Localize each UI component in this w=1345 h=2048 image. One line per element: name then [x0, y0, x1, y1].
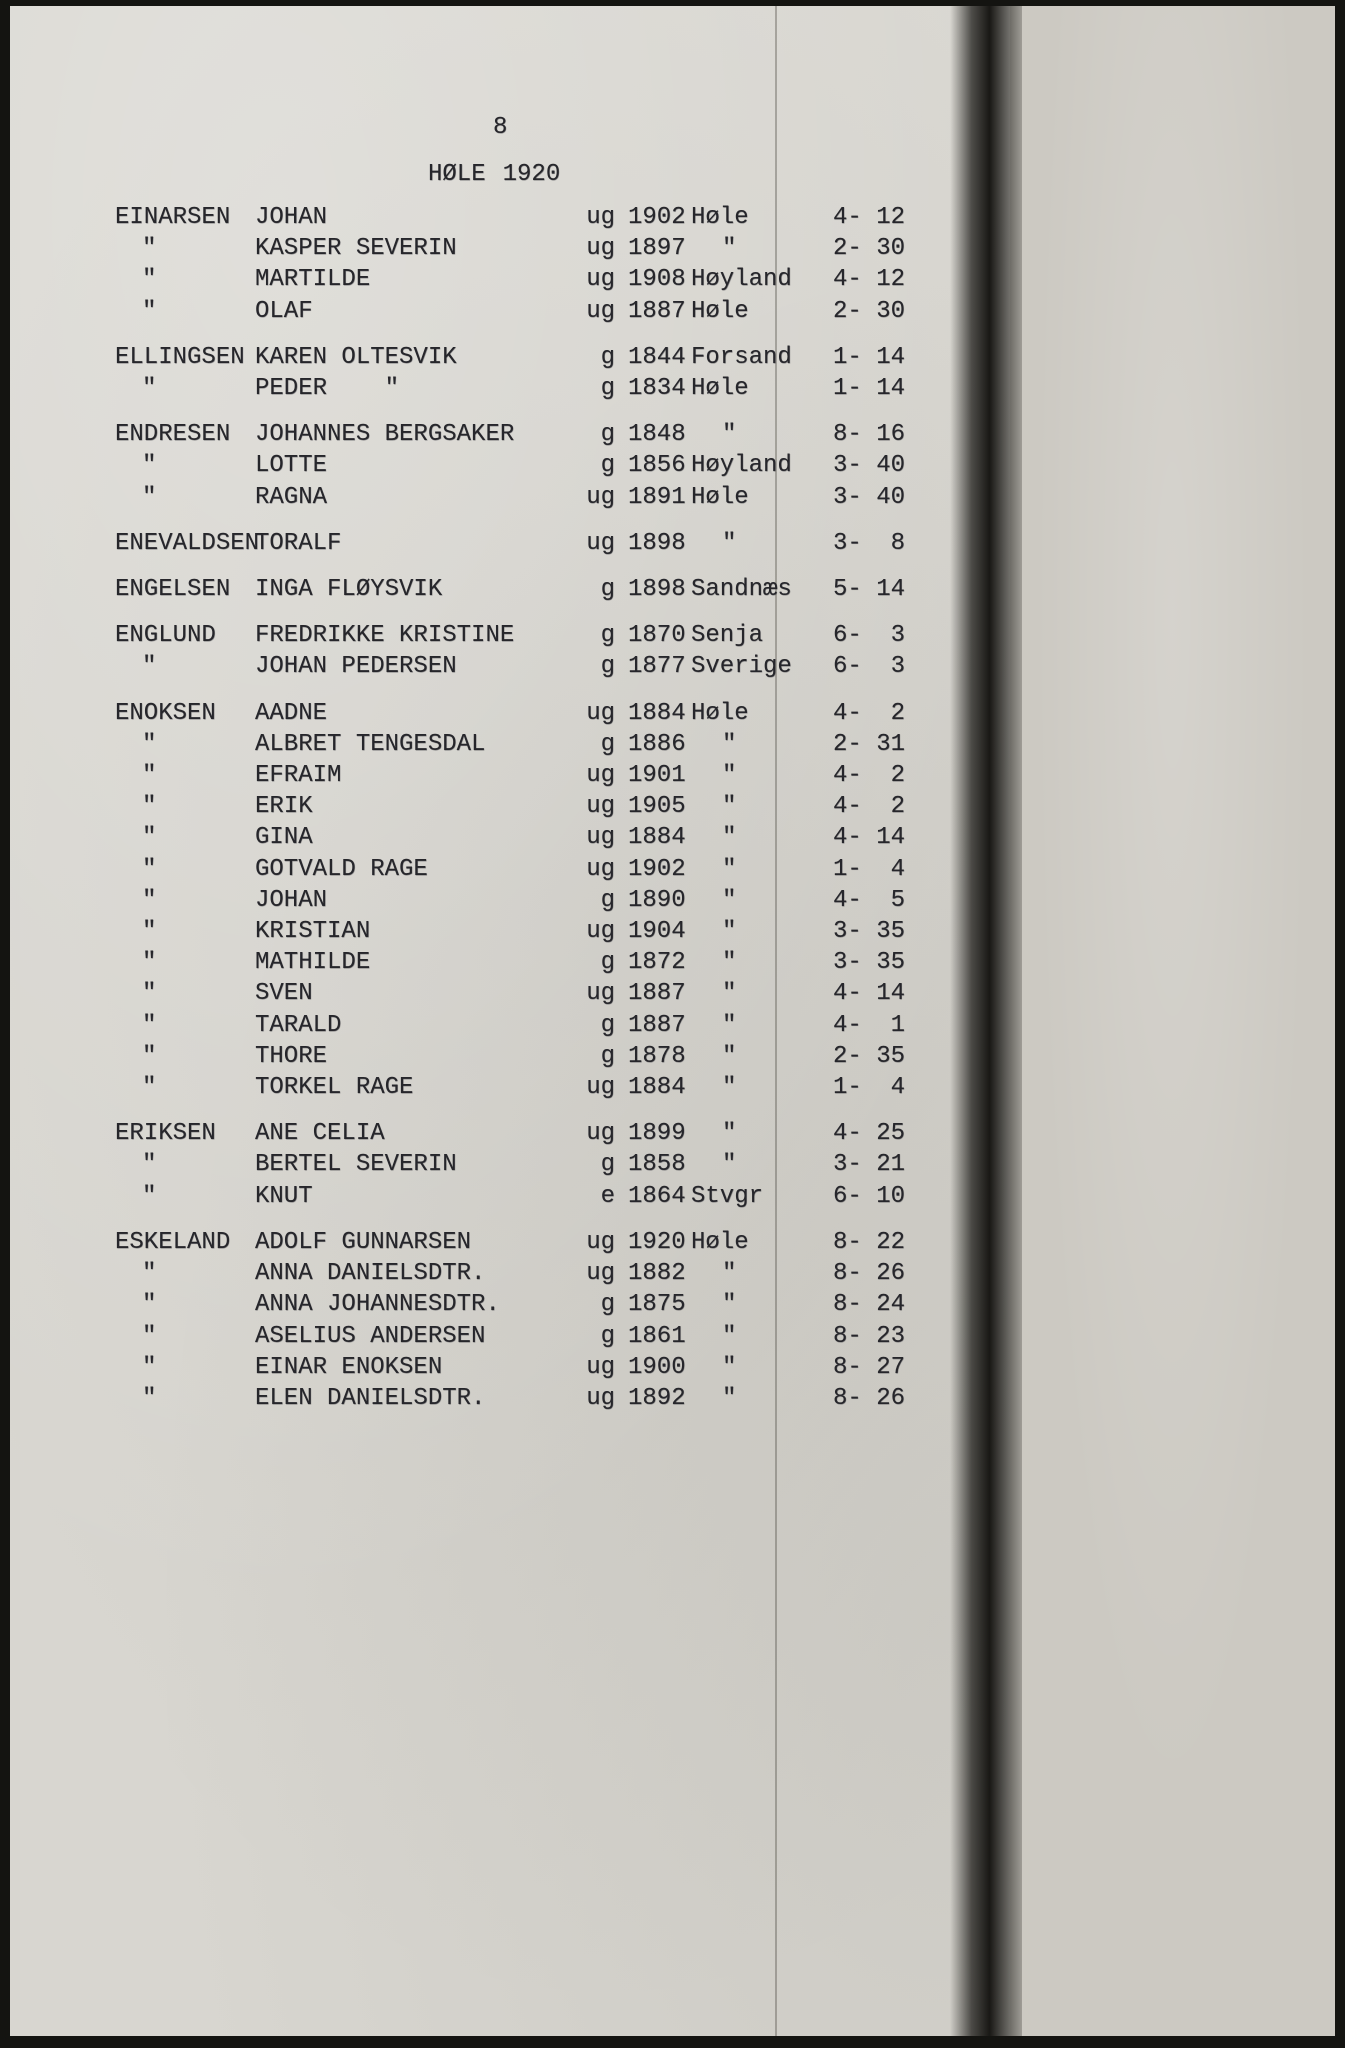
register-row [115, 202, 905, 233]
register-row [115, 651, 905, 682]
name-cell: RAGNA [255, 483, 328, 511]
adjacent-page-edge [1010, 6, 1335, 2036]
reference-number-cell: 4- 2 [833, 699, 906, 727]
name-cell: EINAR ENOKSEN [255, 1353, 443, 1381]
birthplace-cell: " [722, 824, 737, 852]
register-row [115, 1227, 905, 1258]
reference-number-cell: 4- 12 [833, 266, 906, 294]
birth-year-cell: 1848 [628, 421, 686, 449]
surname-group [115, 698, 905, 1104]
birth-year-cell: 1875 [628, 1291, 686, 1319]
birth-year-cell: 1870 [628, 622, 686, 650]
birthplace-cell: " [722, 1260, 737, 1288]
surname-cell: ENGLUND [115, 622, 216, 650]
surname-cell: " [142, 824, 157, 852]
birthplace-cell: Høle [691, 375, 749, 403]
surname-cell: " [142, 452, 157, 480]
birth-year-cell: 1902 [628, 855, 686, 883]
birthplace-cell: Forsand [691, 343, 792, 371]
register-row [115, 760, 905, 791]
birth-year-cell: 1856 [628, 452, 686, 480]
surname-cell: ENEVALDSEN [115, 529, 260, 557]
birth-year-cell: 1872 [628, 949, 686, 977]
birth-year-cell: 1884 [628, 1074, 686, 1102]
marital-status-cell: g [600, 375, 615, 403]
name-cell: TORALF [255, 529, 342, 557]
marital-status-cell: ug [586, 529, 615, 557]
birth-year-cell: 1882 [628, 1260, 686, 1288]
surname-cell: " [142, 1291, 157, 1319]
reference-number-cell: 4- 1 [833, 1011, 906, 1039]
surname-cell: " [142, 1353, 157, 1381]
register-row [115, 1118, 905, 1149]
birthplace-cell: Sandnæs [691, 576, 792, 604]
surname-cell: " [142, 886, 157, 914]
birth-year-cell: 1887 [628, 1011, 686, 1039]
birth-year-cell: 1864 [628, 1182, 686, 1210]
surname-group [115, 1227, 905, 1414]
surname-cell: " [142, 297, 157, 325]
name-cell: THORE [255, 1042, 328, 1070]
surname-cell: " [142, 375, 157, 403]
birth-year-cell: 1891 [628, 483, 686, 511]
birthplace-cell: " [722, 730, 737, 758]
birthplace-cell: Høle [691, 483, 749, 511]
reference-number-cell: 1- 14 [833, 343, 906, 371]
register-row [115, 620, 905, 651]
surname-cell: " [142, 1384, 157, 1412]
register-row [115, 264, 905, 295]
page-number: 8 [493, 114, 508, 141]
marital-status-cell: ug [586, 1260, 615, 1288]
reference-number-cell: 4- 14 [833, 824, 906, 852]
reference-number-cell: 3- 35 [833, 949, 906, 977]
page-title-place: HØLE [428, 161, 486, 188]
reference-number-cell: 6- 10 [833, 1182, 906, 1210]
birth-year-cell: 1899 [628, 1120, 686, 1148]
surname-cell: " [142, 483, 157, 511]
birth-year-cell: 1904 [628, 918, 686, 946]
birth-year-cell: 1887 [628, 297, 686, 325]
name-cell: GOTVALD RAGE [255, 855, 428, 883]
marital-status-cell: ug [586, 1120, 615, 1148]
reference-number-cell: 3- 40 [833, 483, 906, 511]
register-row [115, 854, 905, 885]
name-cell: MATHILDE [255, 949, 371, 977]
surname-group [115, 528, 905, 559]
birthplace-cell: Høle [691, 699, 749, 727]
reference-number-cell: 8- 26 [833, 1384, 906, 1412]
surname-cell: ENOKSEN [115, 699, 216, 727]
reference-number-cell: 8- 24 [833, 1291, 906, 1319]
register-row [115, 885, 905, 916]
birthplace-cell: " [722, 1151, 737, 1179]
surname-cell: " [142, 730, 157, 758]
reference-number-cell: 4- 2 [833, 793, 906, 821]
marital-status-cell: g [600, 576, 615, 604]
reference-number-cell: 2- 30 [833, 297, 906, 325]
marital-status-cell: g [600, 622, 615, 650]
birthplace-cell: " [722, 1353, 737, 1381]
marital-status-cell: g [600, 421, 615, 449]
surname-group [115, 620, 905, 682]
birthplace-cell: " [722, 1120, 737, 1148]
birthplace-cell: " [722, 1042, 737, 1070]
register-row [115, 916, 905, 947]
birthplace-cell: " [722, 1074, 737, 1102]
reference-number-cell: 2- 30 [833, 235, 906, 263]
reference-number-cell: 3- 35 [833, 918, 906, 946]
surname-cell: " [142, 1322, 157, 1350]
name-cell: JOHANNES BERGSAKER [255, 421, 515, 449]
birth-year-cell: 1884 [628, 824, 686, 852]
reference-number-cell: 8- 26 [833, 1260, 906, 1288]
register-row [115, 1289, 905, 1320]
birthplace-cell: Høle [691, 297, 749, 325]
name-cell: KNUT [255, 1182, 313, 1210]
birth-year-cell: 1898 [628, 576, 686, 604]
birthplace-cell: " [722, 1322, 737, 1350]
birth-year-cell: 1892 [628, 1384, 686, 1412]
reference-number-cell: 3- 40 [833, 452, 906, 480]
marital-status-cell: g [600, 1151, 615, 1179]
birth-year-cell: 1890 [628, 886, 686, 914]
register-row [115, 482, 905, 513]
birthplace-cell: Stvgr [691, 1182, 764, 1210]
surname-cell: " [142, 1011, 157, 1039]
name-cell: ELEN DANIELSDTR. [255, 1384, 486, 1412]
register-row [115, 1181, 905, 1212]
name-cell: AADNE [255, 699, 328, 727]
birthplace-cell: Sverige [691, 653, 792, 681]
reference-number-cell: 2- 31 [833, 730, 906, 758]
register-row [115, 373, 905, 404]
marital-status-cell: ug [586, 1228, 615, 1256]
marital-status-cell: g [600, 452, 615, 480]
name-cell: TARALD [255, 1011, 342, 1039]
birth-year-cell: 1878 [628, 1042, 686, 1070]
marital-status-cell: ug [586, 793, 615, 821]
marital-status-cell: g [600, 653, 615, 681]
scanned-page [10, 6, 1335, 2036]
birthplace-cell: " [722, 1011, 737, 1039]
surname-cell: ELLINGSEN [115, 343, 245, 371]
register-row [115, 233, 905, 264]
birth-year-cell: 1900 [628, 1353, 686, 1381]
register-row [115, 698, 905, 729]
register-row [115, 574, 905, 605]
page-gutter-shadow [950, 6, 1022, 2036]
surname-group [115, 342, 905, 404]
name-cell: ASELIUS ANDERSEN [255, 1322, 486, 1350]
name-cell: ANE CELIA [255, 1120, 385, 1148]
register-row [115, 729, 905, 760]
register-table [115, 202, 905, 1429]
marital-status-cell: ug [586, 235, 615, 263]
birth-year-cell: 1897 [628, 235, 686, 263]
register-row [115, 296, 905, 327]
marital-status-cell: ug [586, 297, 615, 325]
surname-cell: " [142, 949, 157, 977]
birth-year-cell: 1908 [628, 266, 686, 294]
surname-cell: " [142, 1151, 157, 1179]
birth-year-cell: 1887 [628, 980, 686, 1008]
marital-status-cell: g [600, 343, 615, 371]
name-cell: EFRAIM [255, 762, 342, 790]
birthplace-cell: " [722, 980, 737, 1008]
surname-cell: " [142, 855, 157, 883]
birth-year-cell: 1905 [628, 793, 686, 821]
surname-group [115, 202, 905, 327]
reference-number-cell: 2- 35 [833, 1042, 906, 1070]
register-row [115, 1149, 905, 1180]
register-row [115, 822, 905, 853]
birthplace-cell: " [722, 855, 737, 883]
birthplace-cell: Høle [691, 204, 749, 231]
birthplace-cell: " [722, 918, 737, 946]
register-row [115, 1010, 905, 1041]
name-cell: BERTEL SEVERIN [255, 1151, 457, 1179]
reference-number-cell: 4- 12 [833, 204, 906, 231]
reference-number-cell: 8- 23 [833, 1322, 906, 1350]
name-cell: JOHAN [255, 204, 328, 231]
marital-status-cell: g [600, 1042, 615, 1070]
surname-cell: " [142, 653, 157, 681]
surname-cell: " [142, 1074, 157, 1102]
page-title [428, 159, 560, 190]
surname-group [115, 574, 905, 605]
birth-year-cell: 1901 [628, 762, 686, 790]
surname-cell: " [142, 1260, 157, 1288]
name-cell: INGA FLØYSVIK [255, 576, 443, 604]
marital-status-cell: ug [586, 824, 615, 852]
reference-number-cell: 4- 25 [833, 1120, 906, 1148]
surname-cell: " [142, 762, 157, 790]
register-row [115, 1072, 905, 1103]
name-cell: ALBRET TENGESDAL [255, 730, 486, 758]
surname-cell: " [142, 1042, 157, 1070]
reference-number-cell: 8- 22 [833, 1228, 906, 1256]
marital-status-cell: ug [586, 699, 615, 727]
birthplace-cell: " [722, 421, 737, 449]
surname-cell: " [142, 1182, 157, 1210]
register-row [115, 1321, 905, 1352]
surname-cell: " [142, 918, 157, 946]
register-row [115, 528, 905, 559]
marital-status-cell: ug [586, 266, 615, 294]
marital-status-cell: ug [586, 855, 615, 883]
birth-year-cell: 1861 [628, 1322, 686, 1350]
birth-year-cell: 1877 [628, 653, 686, 681]
register-row [115, 1352, 905, 1383]
marital-status-cell: g [600, 1291, 615, 1319]
name-cell: ERIK [255, 793, 313, 821]
marital-status-cell: g [600, 1011, 615, 1039]
reference-number-cell: 1- 4 [833, 855, 906, 883]
surname-cell: " [142, 980, 157, 1008]
marital-status-cell: e [600, 1182, 615, 1210]
marital-status-cell: ug [586, 1353, 615, 1381]
name-cell: MARTILDE [255, 266, 371, 294]
register-row [115, 1258, 905, 1289]
marital-status-cell: ug [586, 483, 615, 511]
reference-number-cell: 3- 21 [833, 1151, 906, 1179]
surname-cell: " [142, 235, 157, 263]
register-row [115, 450, 905, 481]
reference-number-cell: 4- 2 [833, 762, 906, 790]
marital-status-cell: g [600, 949, 615, 977]
reference-number-cell: 4- 14 [833, 980, 906, 1008]
marital-status-cell: g [600, 1322, 615, 1350]
marital-status-cell: ug [586, 1074, 615, 1102]
birthplace-cell: " [722, 793, 737, 821]
name-cell: KASPER SEVERIN [255, 235, 457, 263]
register-row [115, 342, 905, 373]
register-row [115, 947, 905, 978]
reference-number-cell: 1- 14 [833, 375, 906, 403]
surname-cell: " [142, 266, 157, 294]
name-cell: JOHAN [255, 886, 328, 914]
marital-status-cell: ug [586, 1384, 615, 1412]
name-cell: OLAF [255, 297, 313, 325]
birthplace-cell: " [722, 949, 737, 977]
register-row [115, 978, 905, 1009]
birth-year-cell: 1902 [628, 204, 686, 231]
reference-number-cell: 6- 3 [833, 622, 906, 650]
surname-group [115, 1118, 905, 1212]
reference-number-cell: 3- 8 [833, 529, 906, 557]
register-row [115, 791, 905, 822]
marital-status-cell: ug [586, 918, 615, 946]
surname-cell: ESKELAND [115, 1228, 231, 1256]
name-cell: ANNA JOHANNESDTR. [255, 1291, 500, 1319]
reference-number-cell: 6- 3 [833, 653, 906, 681]
register-row [115, 1383, 905, 1414]
name-cell: JOHAN PEDERSEN [255, 653, 457, 681]
surname-cell: " [142, 793, 157, 821]
surname-cell: ERIKSEN [115, 1120, 216, 1148]
birthplace-cell: Høyland [691, 266, 792, 294]
name-cell: GINA [255, 824, 313, 852]
surname-cell: ENDRESEN [115, 421, 231, 449]
birthplace-cell: Høyland [691, 452, 792, 480]
surname-cell: ENGELSEN [115, 576, 231, 604]
birth-year-cell: 1920 [628, 1228, 686, 1256]
name-cell: ADOLF GUNNARSEN [255, 1228, 472, 1256]
marital-status-cell: g [600, 730, 615, 758]
birth-year-cell: 1886 [628, 730, 686, 758]
birthplace-cell: " [722, 886, 737, 914]
marital-status-cell: ug [586, 204, 615, 231]
birth-year-cell: 1834 [628, 375, 686, 403]
page-title-year: 1920 [502, 161, 561, 188]
surname-group [115, 419, 905, 513]
name-cell: PEDER " [255, 375, 400, 403]
name-cell: KAREN OLTESVIK [255, 343, 457, 371]
birthplace-cell: Senja [691, 622, 764, 650]
birth-year-cell: 1884 [628, 699, 686, 727]
birthplace-cell: " [722, 1291, 737, 1319]
birthplace-cell: " [722, 235, 737, 263]
birthplace-cell: Høle [691, 1228, 749, 1256]
birth-year-cell: 1898 [628, 529, 686, 557]
name-cell: KRISTIAN [255, 918, 371, 946]
reference-number-cell: 8- 16 [833, 421, 906, 449]
marital-status-cell: ug [586, 762, 615, 790]
name-cell: FREDRIKKE KRISTINE [255, 622, 515, 650]
name-cell: LOTTE [255, 452, 328, 480]
birthplace-cell: " [722, 762, 737, 790]
birthplace-cell: " [722, 1384, 737, 1412]
reference-number-cell: 4- 5 [833, 886, 906, 914]
name-cell: SVEN [255, 980, 313, 1008]
reference-number-cell: 1- 4 [833, 1074, 906, 1102]
marital-status-cell: g [600, 886, 615, 914]
birth-year-cell: 1858 [628, 1151, 686, 1179]
marital-status-cell: ug [586, 980, 615, 1008]
register-row [115, 419, 905, 450]
name-cell: TORKEL RAGE [255, 1074, 414, 1102]
surname-cell: EINARSEN [115, 204, 231, 231]
reference-number-cell: 8- 27 [833, 1353, 906, 1381]
register-row [115, 1041, 905, 1072]
reference-number-cell: 5- 14 [833, 576, 906, 604]
birthplace-cell: " [722, 529, 737, 557]
name-cell: ANNA DANIELSDTR. [255, 1260, 486, 1288]
birth-year-cell: 1844 [628, 343, 686, 371]
